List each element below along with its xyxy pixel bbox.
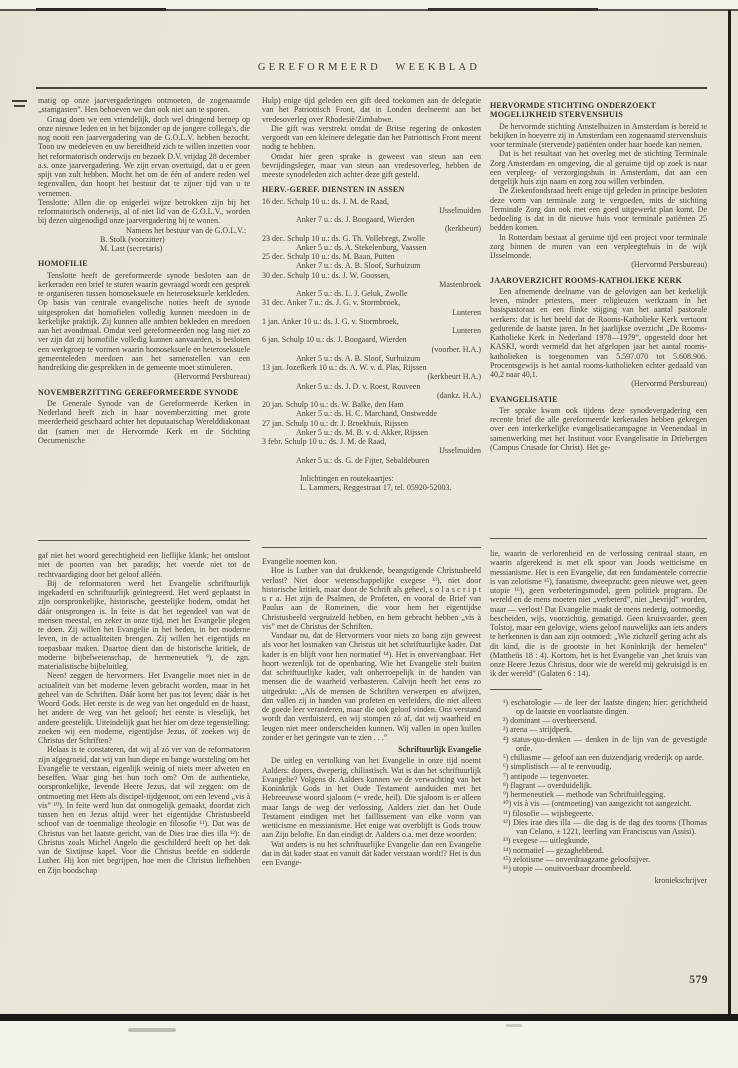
- text-block: Anker 7 u.: ds. A. B. Sloof, Surhuizum: [296, 261, 421, 271]
- text-block: Lunteren: [452, 326, 481, 335]
- text-block: Lunteren: [452, 307, 481, 317]
- text-block: ¹) eschatologie — de leer der laatste dingen; hier: gerichtheid op de laatste en voorlaatste dingen.: [503, 697, 707, 716]
- text-block: 13 jan. Jozefkerk 10 u.: ds. A. W. v. d. Plas, Rijssen: [262, 363, 427, 372]
- scan-artifact-smudge: [506, 1024, 522, 1027]
- text-block: Hulp) enige tijd geleden een gift deed toekomen aan de delegatie van het Patriottisch Front, dat in Londen deelneemt aan het vredesoverleg over Rhodesië/Zimbabwe.: [262, 96, 481, 124]
- text-block: NOVEMBERZITTING GEREFORMEERDE SYNODE: [38, 387, 239, 397]
- text-block: (kerkbeurt H.A.): [427, 372, 481, 382]
- text-block: (voorber. H.A.): [431, 344, 481, 354]
- text-block: (kerkbeurt): [445, 224, 481, 234]
- text-block: ⁸) flagrant — overduidelijk.: [503, 780, 592, 790]
- text-block: Anker 5 u.: ds. L. J. Geluk, Zwolle: [296, 289, 408, 298]
- text-block: ¹³) exegese — uitlegkunde.: [503, 836, 590, 846]
- text-block: Helaas is te constateren, dat wij al zó ver van de reformatoren zijn afgegroeid, dat wij van hun diepe en bange worsteling om het Evangelie te verstaan, eigenlijk weinig of niets meer afweten en beseffen. Waar ging het hun toch om? Om de authentieke, oorspronkelijke, levende Heere Jezus, dat wil zeggen: om de ontmoeting met Hem als discipel-tijdgenoot, om een levend „vis à vis” ¹⁰). In feite werd hun dat onmogelijk gemaakt, doordat zich tussen hen en Jezus altijd weer het eigentijdse Christusbeeld schoof van de toenmalige theologie en filosofie ¹¹). Dat was de Christus van het laatste gericht, van de Dies irae dies illa ¹²): de Christus zoals Michel Angelo die geschilderd heeft op het dak van de Sixtijnse kapel. Voor die Christus beefde en sidderde Luther. Hij kon niet begrijpen, hoe men die Christus liefhebben en Zijn boodschap: [38, 745, 250, 875]
- text-block: 3 febr. Schulp 10 u.: ds. J. M. de Raad,: [262, 437, 387, 446]
- text-block: ⁷) antipode — tegenvoeter.: [503, 771, 589, 781]
- text-block: ²) dominant — overheersend.: [503, 716, 597, 725]
- text-block: ³) arena — strijdperk.: [503, 725, 573, 735]
- text-block: lie, waarin de verlorenheid en de verlossing centraal staan, en waarin afgerekend is met elk spoor van Joods wetticisme en messianisme. Het is een Evangelie, dat een fundamentele correctie is van zelotisme ¹⁵), fanatisme, dweepzucht: geen nieuwe wet, geen utopie ¹⁶), geen verbeteringsmodel, geen politiek program. De wereld en de mens moeten niet „verbeterd”, niet „bevrijd” worden, maar — verlost! Dat Evangelie maakt de mens nederig, ootmoedig, bescheiden, wijs, voorzichtig, gematigd. Geen kruisvaarder, geen Tolstoj, maar een gelovige, wiens geloof nauwelijks aan iets anders te herkennen is dan aan zijn ootmoed: „Wie zichzelf gering acht als dit kind, die is de grootste in het Koninkrijk der hemelen” (Mattheüs 18 : 4). Kortom, het is het Evangelie van „het kruis van onze Heere Jezus Christus, door wie de wereld mij gekruisigd is en ik der wereld” (Galaten 6 : 14).: [490, 549, 707, 679]
- text-block: B. Stolk (voorzitter): [100, 234, 165, 244]
- text-block: kroniekschrijver: [654, 876, 707, 886]
- text-block: Vandaar nu, dat de Hervormers voor niets zo bang zijn geweest als voor het losmaken van Christus uit het schriftuurlijke kader. Dat kader is en blijft voor hen normatief ¹⁴). Het is onvervangbaar. Het hoort wezenlijk tot de openbaring. Wie het Evangelie stelt buiten dat schriftuurlijke kader, valt onherroepelijk in de handen van mensen die de waarheid verbasteren. Calvijn heeft het eens zo uitgedrukt: „Als de mensen de Schriften verwerpen en afwijzen, dan vallen zij in handen van profeten en verleiders, die niet alleen de goede leer veranderen, maar die ook geloof vinden. Ons verstand wordt dan verduisterd, en wij stompen zó af, dat wij waarheid en leugen niet meer onderscheiden kunnen. Wij vallen in open kuilen zonder er het geringste van te zien . . .”: [262, 631, 481, 742]
- text-block: 20 jan. Schulp 10 u.: ds. W. Balke, den Ham: [262, 400, 404, 409]
- text-block: 16 dec. Schulp 10 u.: ds. J. M. de Raad,: [262, 196, 389, 206]
- text-block: Anker 7 u.: ds. J. Boogaard, Wierden: [296, 215, 415, 224]
- text-block: Schriftuurlijk Evangelie: [398, 745, 481, 754]
- masthead-rule: [36, 87, 707, 89]
- text-block: ¹²) Dies irae dies illa — die dag is de dag des toorns (Thomas van Celano, ± 1221, leerling van Franciscus van Assisi).: [503, 817, 707, 836]
- text-block: HOMOFILIE: [38, 259, 88, 269]
- text-block: In Rotterdam bestaat al geruime tijd een project voor terminale zorg binnen de muren van een verpleegtehuis in de wijk IJsselmonde.: [490, 232, 707, 260]
- text-block: IJsselmuiden: [439, 446, 481, 456]
- text-block: Anker 5 u.: ds. A. B. Sloof, Surhuizum: [296, 353, 421, 363]
- text-block: HERV.-GEREF. DIENSTEN IN ASSEN: [262, 185, 405, 195]
- text-block: 23 dec. Schulp 10 u.: ds. G. Th. Vollebregt, Zwolle: [262, 233, 425, 243]
- text-block: ⁹) hermeneutiek — methode van Schriftuitlegging.: [503, 790, 666, 799]
- text-block: Anker 5 u.: ds. J. D. v. Roest, Rouveen: [296, 381, 421, 391]
- text-block: gaf niet het woord gerechtigheid een lieflijke klank; het ontsloot niet de poorten van het paradijs; het voerde niet tot de rechtvaardiging door het geloof alléén.: [38, 551, 250, 579]
- text-block: 27 jan. Schulp 10 u.: dr. J. Broekhuis, Rijssen: [262, 418, 408, 428]
- scan-artifact-smudge: [128, 1028, 176, 1032]
- column-top-right: [490, 95, 707, 535]
- text-block: Evangelie noemen kon.: [262, 557, 338, 566]
- masthead-title: GEREFORMEERD WEEKBLAD: [257, 62, 481, 73]
- text-block: ⁶) simplistisch — al te eenvoudig.: [503, 762, 612, 772]
- section-divider-left: [38, 540, 250, 541]
- scan-artifact-below-band: [0, 1021, 738, 1068]
- text-block: Hoe is Luther van dat drukkende, beangstigende Christusbeeld verlost? Niet door wetenschappelijke exegese ¹³), niet door historische kritiek, maar door de Schrift als geheel, s o l a s c r i p t u r a. Het zijn de Psalmen, de Profeten, en vooral de Brief van Paulus aan de Romeinen, die voor hem het eigentijdse Christusbeeld vergruizeld hebben, en hem gebracht hebben „vis à vis” met de Christus der Schriften.: [262, 566, 481, 631]
- text-block: ⁴) status-quo-denken — denken in de lijn van de gevestigde orde.: [503, 734, 707, 753]
- text-block: 25 dec. Schulp 10 u.: ds. M. Baan, Putten: [262, 252, 395, 261]
- text-block: De Ziekenfondsraad heeft enige tijd geleden in principe besloten deze vorm van terminale zorg te vergoeden, mits de stichting Terminale Zorg dan ook met een goed uitgewerkt plan komt. De bedoeling is dat in dit nieuwe huis voor terminale patiënten 25 bedden komen.: [490, 186, 707, 233]
- text-block: Omdat hier geen sprake is geweest van steun aan een bevrijdingsleger, maar van steun aan vredesoverleg, hebben de meeste synodeleden zich achter deze gift gesteld.: [262, 151, 481, 179]
- text-block: Bij de reformatoren werd het Evangelie schriftuurlijk ingekaderd en schriftuurlijk geïntegreerd. Het werd geplaatst in zijn oorspronkelijke, historische, geestelijke bodem, omdat het dáár ontsprongen is. In feite is dat het tegendeel van wat de mensen meestal, en zeker in onze tijd, met het Evangelie plegen te doen. Zij willen het Evangelie in het heden, in het moderne leven, in de actualiteiten brengen. Zij willen het eigentijds en toepasbaar maken. Daartoe dient dan de historische kritiek, de moderne bijbelwetenschap, de hermeneutiek ⁹), de zgn. materialistische bijbeluitleg.: [38, 578, 250, 671]
- text-block: ¹¹) filosofie — wijsbegeerte.: [503, 808, 594, 818]
- text-block: 30 dec. Schulp 10 u.: ds. J. W. Goossen,: [262, 270, 390, 280]
- scan-artifact-top-line-dark: [36, 8, 166, 11]
- text-block: (dankz. H.A.): [437, 390, 481, 400]
- text-block: De hervormde stichting Amstelhuizen in Amsterdam is bereid te bekijken in hoeverre zij in Amsterdam een zogenaamd stervenshuis voor terminale (stervende) patiënten onder haar hoede kan nemen.: [490, 121, 707, 149]
- text-block: De uitleg en vertolking van het Evangelie in onze tijd noemt Aalders: dopers, dweperig, chiliastisch. Wat is dan het schriftuurlijk Evangelie? Volgens dr. Aalders kunnen we de verwachting van het Koninkrijk Gods in het Oude Testament aanduiden met het Hebreeuwse woord sjaloom (= vrede, heil). Die sjaloom is er alleen maar langs de weg der verlossing. Aalders ziet dan het Oude Testament eindigen met het faillissement van elke vorm van wetticisme en messianisme. Het enige wat overblijft is Gods trouw aan Zijn belofte. En dan eindigt dr. Aalders o.a. met deze woorden:: [262, 756, 481, 840]
- text-block: De Generale Synode van de Gereformeerde Kerken in Nederland heeft zich in haar novemberzitting met grote meerderheid geschaard achter het deputaatschap Werelddiakonaat dat (samen met de Hervormde Kerk en de Stichting Oecumenische: [38, 398, 250, 445]
- text-block: ⁵) chiliasme — geloof aan een duizendjarig vrederijk op aarde.: [503, 753, 704, 762]
- text-block: ¹⁰) vis à vis — (ontmoeting) van aangezicht tot aangezicht.: [503, 799, 692, 809]
- text-block: Mastenbroek: [439, 279, 481, 289]
- text-block: Een afnemende deelname van de gelovigen aan het kerkelijk leven, minder priesters, meer religieuzen werkzaam in het basispastoraat en een flinke stijging van het aantal pastorale werkers: dat is het beeld dat de Rooms-Katholieke Kerk vertoont gedurende de laatste jaren. In het jaarlijkse overzicht „De Rooms-Katholieke Kerk in Nederland 1978—1979”, opgesteld door het KASKI, wordt vermeld dat het afgelopen jaar het aantal rooms-katholieken is toegenomen van 5.597.070 tot 5.608.906. Procentsgewijs is het aantal rooms-katholieken echter gedaald van 40,2 naar 40,1.: [490, 286, 707, 379]
- page-number: 579: [689, 974, 708, 986]
- column-bottom-right: [490, 549, 707, 1007]
- scan-artifact-edge-mark: [12, 100, 27, 102]
- text-block: Namens het bestuur van de G.O.L.V.:: [126, 225, 247, 235]
- column-top-left: [38, 96, 250, 537]
- text-block: 31 dec. Anker 7 u.: ds. J. G. v. Stormbroek,: [262, 298, 401, 308]
- text-block: [490, 689, 542, 690]
- text-block: Ter sprake kwam ook tijdens deze synodevergadering een recente brief die alle gereformeerde kerkeraden hebben gekregen over een interkerkelijke evangelisatiecampagne in Veenendaal in samenwerking met het Instituut voor Evangelisatie in Driebergen (Campus Crusade for Christ). Het ge-: [490, 405, 707, 452]
- text-block: JAAROVERZICHT ROOMS-KATHOLIEKE KERK: [490, 275, 683, 285]
- text-block: Tenslotte heeft de gereformeerde synode besloten aan de kerkeraden een brief te sturen waarin gevraagd wordt een gesprek te organiseren tussen homoseksuele en heteroseksuele kerkleden. Op basis van centrale evangelische noties heeft de synode uitgesproken dat homofielen volledig kunnen meedoen in de kerkelijke praktijk. Zij kunnen alle ambten bekleden en meedoen aan het avondmaal. Omdat veel gereformeerden nog lang niet zo ver zijn dat zij homofilie volledig kunnen aanvaarden, is besloten een werkgroep te vormen waarin homoseksuele en heteroseksuele gemeenteleden meedoen aan het samenstellen van een handreiking die gesprekken in de gemeente moet stimuleren.: [38, 270, 250, 372]
- scan-artifact-top-line-dark: [428, 8, 598, 11]
- text-block: 6 jan. Schulp 10 u.: ds. J. Boogaard, Wierden: [262, 335, 407, 345]
- text-block: (Hervormd Persbureau): [631, 260, 707, 270]
- text-block: Die gift was verstrekt omdat de Britse regering de onkosten vergoedt van een kleinere delegatie dan het Patriottisch Front meent nodig te hebben.: [262, 123, 481, 152]
- text-block: HERVORMDE STICHTING ONDERZOEKT MOGELIJKHEID STERVENSHUIS: [490, 101, 656, 120]
- text-block: L. Lammers, Reggestraat 17, tel. 05920-52003.: [300, 483, 452, 492]
- text-block: ¹⁶) utopie — onuitvoerbaar droombeeld.: [503, 864, 632, 873]
- text-block: IJsselmuiden: [439, 205, 481, 215]
- text-block: ¹⁵) zelotisme — onverdraagzame geloofsijver.: [503, 854, 651, 864]
- text-block: Dat is het resultaat van het overleg met de stichting Terminale Zorg Amsterdam en omgeving, die al geruime tijd op zoek is naar een verpleeg- of verzorgingshuis in Amsterdam, dat aan een dergelijk huis zijn naam en zorg zou willen verbinden.: [490, 149, 707, 186]
- text-block: 1 jan. Anker 10 u.: ds. J. G. v. Stormbroek,: [262, 316, 399, 326]
- column-top-middle: [262, 96, 481, 544]
- text-block: Anker 5 u.: ds. G. de Fijter, Sebaldeburen: [296, 455, 430, 465]
- text-block: ¹⁴) normatief — gezaghebbend.: [503, 845, 604, 855]
- text-block: M. Last (secretaris): [100, 244, 163, 253]
- section-divider-right: [490, 538, 707, 539]
- scan-artifact-edge-mark: [14, 105, 25, 107]
- column-bottom-left: [38, 551, 250, 1011]
- column-bottom-middle: [262, 557, 481, 1011]
- text-block: Anker 5 u.: ds. H. C. Marchand, Onstwedde: [296, 409, 437, 419]
- section-divider-middle: [262, 547, 481, 548]
- text-block: (Hervormd Persbureau): [631, 379, 707, 389]
- text-block: Graag doen we een vriendelijk, doch wel dringend beroep op onze nieuwe leden en in het bijzonder op de jongere collega's, die nog nooit een jaarvergadering van de G.O.L.V. hebben bezocht. Toon uw medeleven en uw bereidheid zich te willen inzetten voor het reformatorisch onderwijs en bezoek D.V. vrijdag 28 december a.s. onze jaarvergadering. We zijn ervan overtuigd, dat u er geen spijt van zult hebben. Mocht het om de één of andere reden wel tegenvallen, dan hoopt het bestuur dat te zijner tijd van u te vernemen.: [38, 114, 250, 198]
- text-block: Neen! zeggen de hervormers. Het Evangelie moet niet in de actualiteit van het moderne leven gebracht worden, maar in het geheel van de Schriften. Dáár komt het pas tot leven; dáár is het Woord Gods. Het eerste is de weg van het ongeduld en de haast, het andere de weg van het geloof; het eerste is vleselijk, het andere geestelijk. Uiteindelijk gaat het hier om deze tegenstelling: zoeken wij een moderne, eigentijdse Jezus, óf zoeken wij de Christus der Schriften?: [38, 671, 250, 745]
- text-block: (Hervormd Persbureau): [174, 372, 250, 382]
- text-block: Inlichtingen en routekaartjes:: [300, 473, 394, 483]
- text-block: Anker 5 u.: ds. M. B. v. d. Akker, Rijssen: [296, 427, 429, 437]
- text-block: Tenslotte: Allen die op enigerlei wijze betrokken zijn bij het reformatorisch onderwijs, al of niet lid van de G.O.L.V., worden bij dezen uitgenodigd onze jaarvergadering bij te wonen.: [38, 197, 250, 226]
- text-block: EVANGELISATIE: [490, 394, 558, 404]
- scan-artifact-right-edge: [728, 10, 731, 1015]
- text-block: matig op onze jaarvergaderingen ontmoeten, de zogenaamde „stamgasten”. Hen behoeven we dan ook niet aan te sporen.: [38, 96, 250, 115]
- text-block: Anker 5 u.: ds. A. Stekelenburg, Vaassen: [296, 242, 427, 252]
- text-block: Wat anders is nu het schriftuurlijke Evangelie dan een Evangelie dat in dàt kader staat en vanuit dàt kader verstaan wordt!? Het is dus een Evange-: [262, 839, 481, 867]
- scan-artifact-bottom-band: [0, 1014, 738, 1021]
